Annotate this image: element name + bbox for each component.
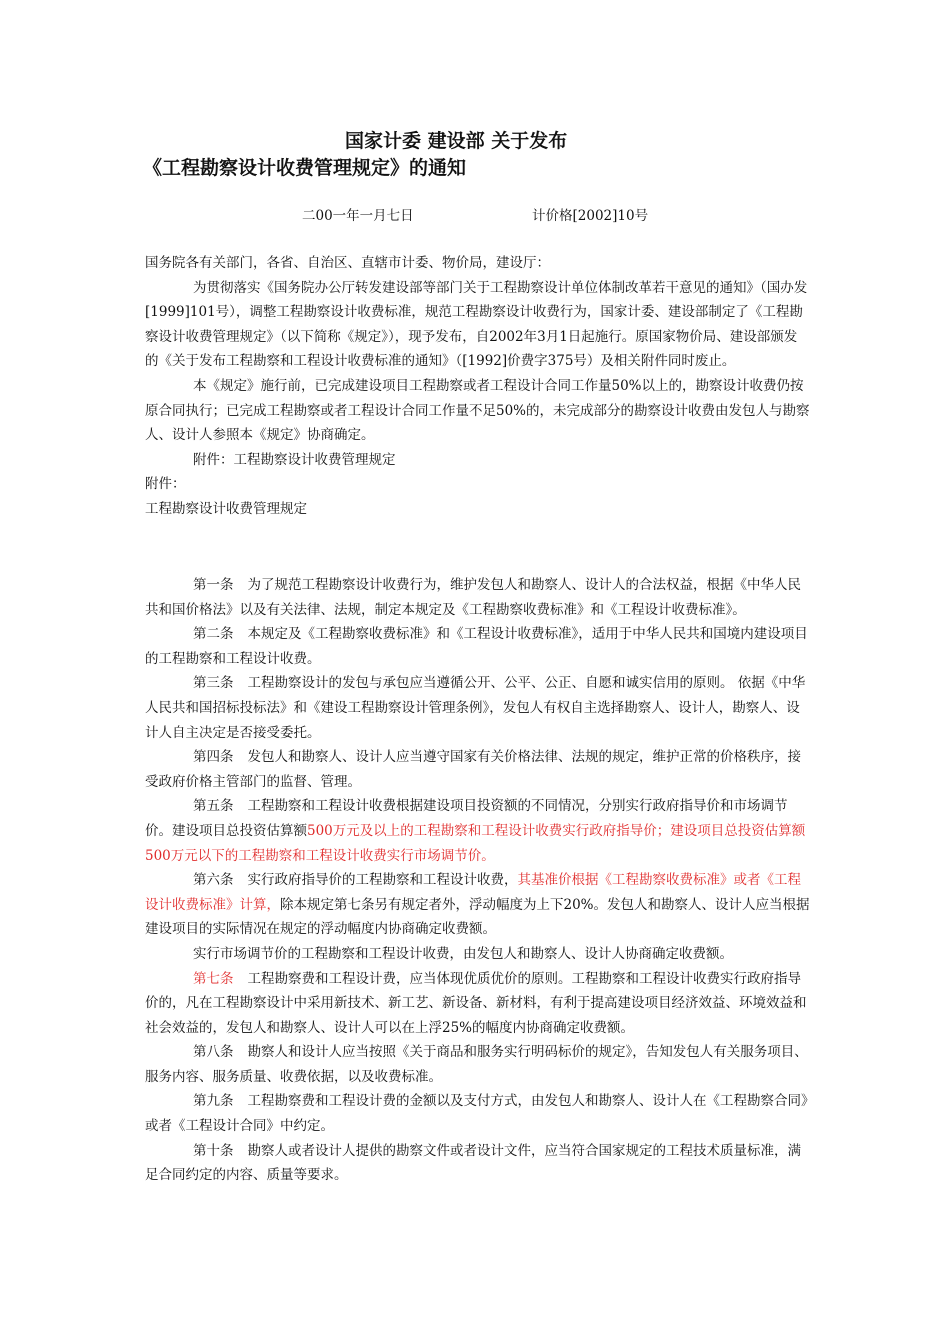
article-text-highlighted: 其基准价根据《工程勘察收费标准》或者《工程设计收费标准》计算，	[145, 872, 801, 913]
article-label: 第三条	[193, 675, 234, 692]
article-10	[145, 1139, 810, 1188]
article-text: 工程勘察和工程设计收费根据建设项目投资额的不同情况，分别实行政府指导价和市场调节价。建设项目总投资估算额	[145, 798, 788, 839]
article-5	[145, 794, 810, 868]
document-title-line-2: 《工程勘察设计收费管理规定》的通知	[143, 157, 467, 179]
article-6-paragraph-2: 实行市场调节价的工程勘察和工程设计收费，由发包人和勘察人、设计人协商确定收费额。	[193, 945, 733, 962]
article-text-highlighted: 500万元及以上的工程勘察和工程设计收费实行政府指导价；建设项目总投资估算额500万元以下的工程勘察和工程设计收费实行市场调节价。	[145, 822, 806, 864]
article-label: 第八条	[193, 1044, 234, 1061]
article-text: 勘察人或者设计人提供的勘察文件或者设计文件，应当符合国家规定的工程技术质量标准，满足合同约定的内容、质量等要求。	[145, 1142, 801, 1184]
article-label-highlighted: 第七条	[193, 970, 234, 987]
article-label: 第九条	[193, 1093, 234, 1110]
article-text: 发包人和勘察人、设计人应当遵守国家有关价格法律、法规的规定，维护正常的价格秩序，接受政府价格主管部门的监督、管理。	[145, 749, 801, 790]
article-label: 第一条	[193, 577, 234, 593]
article-text: 勘察人和设计人应当按照《关于商品和服务实行明码标价的规定》，告知发包人有关服务项目、服务内容、服务质量、收费依据，以及收费标准。	[145, 1044, 808, 1085]
regulation-articles	[145, 573, 810, 1188]
article-6	[145, 868, 810, 942]
article-text: 工程勘察费和工程设计费的金额以及支付方式，由发包人和勘察人、设计人在《工程勘察合同》或者《工程设计合同》中约定。	[145, 1093, 808, 1135]
article-8	[145, 1040, 810, 1089]
attachment-title: 工程勘察设计收费管理规定	[145, 500, 307, 517]
article-text: 为了规范工程勘察设计收费行为，维护发包人和勘察人、设计人的合法权益，根据《中华人民共和国价格法》以及有关法律、法规，制定本规定及《工程勘察收费标准》和《工程设计收费标准》。	[145, 577, 801, 618]
document-title-line-1: 国家计委 建设部 关于发布	[345, 130, 568, 152]
article-label: 第二条	[193, 626, 234, 643]
article-9	[145, 1089, 810, 1138]
article-text: 工程勘察费和工程设计费，应当体现优质优价的原则。工程勘察和工程设计收费实行政府指导价的，凡在工程勘察设计中采用新技术、新工艺、新设备、新材料，有利于提高建设项目经济效益、环境效益和社会效益的，发包人和勘察人、设计人可以在上浮25%的幅度内协商确定收费额。	[145, 970, 807, 1036]
intro-paragraph-1: 为贯彻落实《国务院办公厅转发建设部等部门关于工程勘察设计单位体制改革若干意见的通知》（国办发[1999]101号），调整工程勘察设计收费标准，规范工程勘察设计收费行为，国家计委、建设部制定了《工程勘察设计收费管理规定》（以下简称《规定》），现予发布，自2002年3月1日起施行。原国家物价局、建设部颁发的《关于发布工程勘察和工程设计收费标准的通知》（[1992]价费字375号）及相关附件同时废止。	[145, 279, 808, 370]
article-text: 实行政府指导价的工程勘察和工程设计收费，	[247, 872, 518, 889]
attachment-reference: 附件：工程勘察设计收费管理规定	[193, 451, 396, 468]
intro-paragraph-2: 本《规定》施行前，已完成建设项目工程勘察或者工程设计合同工作量50%以上的，勘察设计收费仍按原合同执行；已完成工程勘察或者工程设计合同工作量不足50%的，未完成部分的勘察设计收费由发包人与勘察人、设计人参照本《规定》协商确定。	[145, 377, 810, 444]
article-text: 除本规定第七条另有规定者外，浮动幅度为上下20%。发包人和勘察人、设计人应当根据建设项目的实际情况在规定的浮动幅度内协商确定收费额。	[145, 896, 810, 938]
document-number: 计价格[2002]10号	[532, 208, 649, 224]
article-1	[145, 573, 810, 622]
attachment-label: 附件：	[145, 476, 186, 493]
article-4	[145, 745, 810, 794]
article-label: 第四条	[193, 749, 234, 766]
article-7	[145, 967, 810, 1041]
article-text: 工程勘察设计的发包与承包应当遵循公开、公平、公正、自愿和诚实信用的原则。 依据《中华人民共和国招标投标法》和《建设工程勘察设计管理条例》，发包人有权自主选择勘察人、设计人，勘察人、设计人自主决定是否接受委托。	[145, 675, 806, 741]
article-label: 第十条	[193, 1142, 234, 1159]
addressee: 国务院各有关部门，各省、自治区、直辖市计委、物价局，建设厅：	[145, 255, 550, 271]
article-label: 第六条	[193, 872, 234, 889]
article-3	[145, 671, 810, 745]
notice-body	[145, 251, 810, 522]
article-text: 本规定及《工程勘察收费标准》和《工程设计收费标准》，适用于中华人民共和国境内建设项目的工程勘察和工程设计收费。	[145, 626, 808, 667]
article-label: 第五条	[193, 798, 234, 815]
issue-date: 二00一年一月七日	[302, 208, 414, 224]
article-2	[145, 622, 810, 671]
